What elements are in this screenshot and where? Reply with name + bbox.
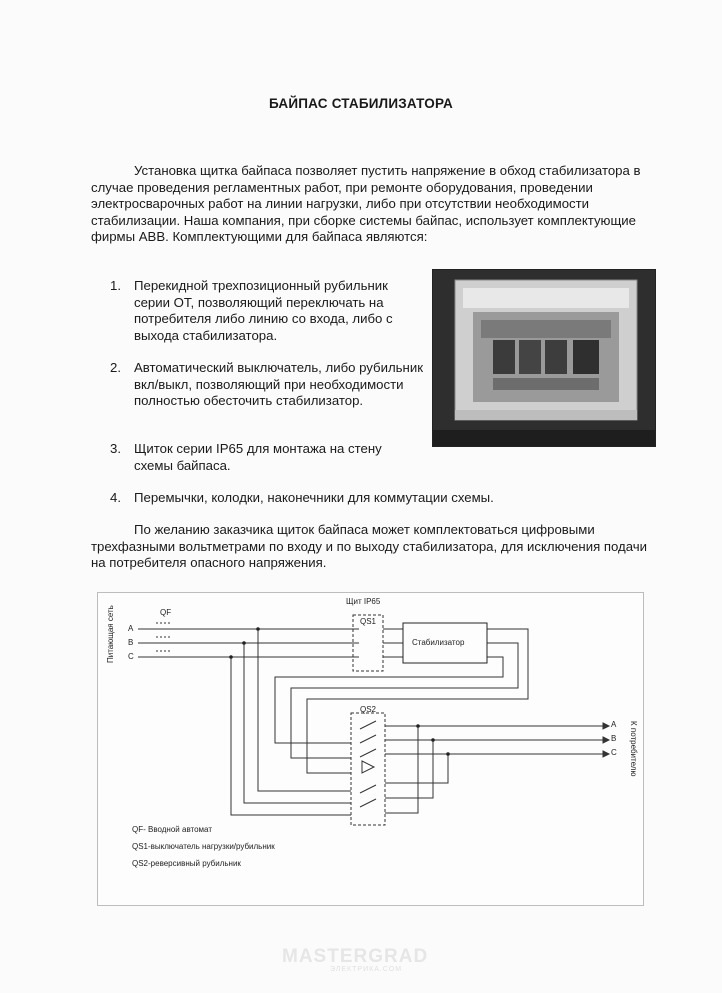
legend-qs2: QS2-реверсивный рубильник (132, 859, 241, 868)
watermark-subtitle: ЭЛЕКТРИКА.COM (330, 966, 403, 973)
stabilizer-label: Стабилизатор (412, 638, 465, 647)
list-item-text: Щиток серии IP65 для монтажа на стену схемы байпаса. (134, 441, 382, 473)
input-phase-b: B (128, 638, 134, 647)
watermark: MASTERGRAD (282, 946, 429, 967)
output-phase-a: A (611, 720, 617, 729)
list-item-number: 3. (110, 441, 121, 456)
panel-ip65-label: Щит IP65 (346, 597, 381, 606)
list-item-number: 1. (110, 278, 121, 293)
page-title: БАЙПАС СТАБИЛИЗАТОРА (269, 96, 453, 111)
legend-qf: QF- Вводной автомат (132, 825, 212, 834)
legend-qs1: QS1-выключатель нагрузки/рубильник (132, 842, 275, 851)
supply-network-label: Питающая сеть (106, 605, 115, 663)
output-phase-c: C (611, 748, 617, 757)
qf-label: QF (160, 608, 172, 617)
bypass-panel-photo (432, 269, 656, 447)
panel-photo-illustration (433, 270, 655, 446)
output-phase-b: B (611, 734, 617, 743)
input-phase-c: C (128, 652, 134, 661)
list-item-text: Перекидной трехпозиционный рубильник серии ОТ, позволяющий переключать на потребителя либо линию со входа, либо с выхода стабилизатора. (134, 278, 393, 343)
consumer-label: К потребителю (629, 721, 638, 777)
qs2-label: QS2 (360, 705, 377, 714)
qs1-label: QS1 (360, 617, 377, 626)
list-item-number: 4. (110, 490, 121, 505)
list-item-text: Автоматический выключатель, либо рубильник вкл/выкл, позволяющий при необходимости полностью обесточить стабилизатор. (134, 360, 423, 409)
input-phase-a: A (128, 624, 134, 633)
intro-paragraph: Установка щитка байпаса позволяет пустить напряжение в обход стабилизатора в случае проведения регламентных работ, при ремонте оборудования, проведении электросварочных работ на линии нагрузки, либо при отсутствии необходимости стабилизации. Наша компания, при сборке системы байпас, использует комплектующие фирмы ABB. Комплектующими для байпаса являются: (91, 163, 641, 245)
list-item-number: 2. (110, 360, 121, 375)
options-paragraph: По желанию заказчика щиток байпаса может комплектоваться цифровыми трехфазными вольтметрами по входу и по выходу стабилизатора, для исключения подачи на потребителя опасного напряжения. (91, 522, 648, 571)
list-item-text: Перемычки, колодки, наконечники для коммутации схемы. (134, 490, 494, 505)
